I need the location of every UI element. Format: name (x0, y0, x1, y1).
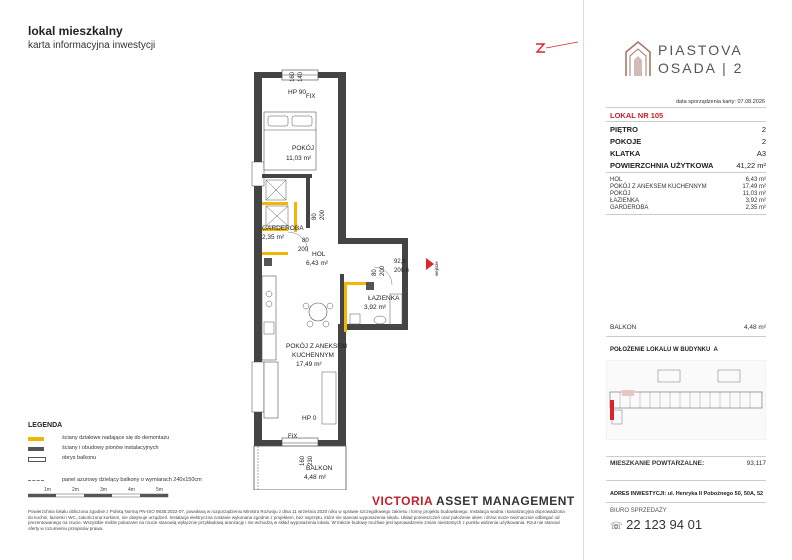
divider (606, 456, 766, 457)
scale-bar (28, 486, 188, 500)
dim-label: 200 (380, 265, 386, 276)
dim-label: 160 (300, 455, 306, 466)
room-label-aneks2: KUCHENNYM (292, 352, 334, 359)
room-label-pokoj: POKÓJ (292, 145, 315, 152)
legend-title: LEGENDA (28, 422, 63, 429)
info-row-area: POWIERZCHNIA UŻYTKOWA 41,22 m² (610, 161, 766, 170)
disclaimer-text: Powierzchnia lokalu obliczona zgodnie z Polską Normą PN-ISO 9836:2022-07, powołaną w rozporządzeniu Ministra Rozwoju z dnia 11 września 2020 roku w sprawie szczegółowego zakresu i formy projektu budowlanego. Instalacja wodna i kanalizacyjna doprowadzona do kuchni, łazienki i WC, zakończona korkiem, nie obejmuje urządzeń. Instalacja elektryczna zostanie wykonana zgodnie z projektem, bez osprzętu, które nie stanowi wyposażenia lokalu. Układ pomieszczeń oraz położenie okien i drzwi może nieznacznie odbiegać od prezentowanego na rzucie. Wszystkie meble pokazane na rzucie stanowią wyłącznie przykładową aranżację i nie wchodzą w skład wyposażenia lokalu. W trakcie budowy możliwe jest wprowadzenie zmian nieistotnych z punktu widzenia użytkowania. Rzut nie stanowi oferty w rozumieniu przepisów prawa. (28, 509, 565, 531)
room-row: HOL 6,43 m² (610, 177, 766, 183)
room-area-pokoj: 11,03 m² (286, 155, 312, 162)
room-label-hp90: HP 90 (288, 89, 306, 96)
scale-label: 1m (44, 487, 51, 493)
room-label-aneks1: POKÓJ Z ANEKSEM (286, 343, 348, 350)
price-row: MIESZKANIE POWTARZALNE: 93,117 (610, 460, 766, 467)
room-row: ŁAZIENKA 3,92 m² (610, 198, 766, 204)
info-row-rooms: POKOJE 2 (610, 137, 766, 146)
address-text: ADRES INWESTYCJI: ul. Henryka II Pobożnego 50, 50A, 52 (610, 491, 764, 497)
phone-icon: ☏ (610, 521, 623, 532)
dim-label: 200 (320, 209, 326, 220)
divider (606, 107, 766, 108)
dim-label: 80 (372, 269, 378, 276)
room-area-hol: 6,43 m² (306, 260, 329, 267)
divider (606, 214, 766, 215)
room-row: POKÓJ Z ANEKSEM KUCHENNYM 17,49 m² (610, 184, 766, 190)
dim-label: 80 (302, 238, 309, 244)
sales-office-label: BIURO SPRZEDAŻY (610, 508, 667, 514)
scale-label: 5m (156, 487, 163, 493)
divider (606, 502, 766, 503)
legend-panel-note: panel azurowy dzielący balkony o wymiarach 240x150cm (62, 477, 202, 483)
brand-logo: VICTORIA ASSET MANAGEMENT (372, 494, 575, 508)
dim-label: 160 (290, 71, 296, 82)
dim-label: 92,8 (394, 259, 406, 265)
phone-number[interactable]: 22 123 94 01 (626, 517, 703, 532)
legend-swatch-outline (28, 457, 46, 462)
room-label-balkon: BALKON (306, 465, 333, 472)
dim-label: 200,6 (394, 268, 410, 274)
room-area-garderoba: 2,35 m² (262, 234, 285, 241)
legend-panel-line (28, 480, 44, 481)
room-row: POKÓJ 11,03 m² (610, 191, 766, 197)
room-label-garderoba: GARDEROBA (262, 225, 304, 232)
logo-mark-icon (624, 38, 652, 78)
room-area-balkon: 4,48 m² (304, 474, 327, 481)
dim-label: FIX (306, 94, 316, 100)
room-area-lazienka: 3,92 m² (364, 304, 387, 311)
room-label-hol: HOL (312, 251, 326, 258)
legend-label: ściany działowe nadające się do demontażu (62, 435, 170, 441)
divider (606, 480, 766, 481)
legend-label: ściany i obudowy pionów instalacyjnych (62, 445, 159, 451)
logo-line1: PIASTOVA (658, 42, 743, 58)
balcony-row: BALKON 4,48 m² (610, 324, 766, 331)
dim-label: 140 (298, 71, 304, 82)
vertical-divider (583, 0, 584, 560)
scale-label: 2m (72, 487, 79, 493)
divider (606, 121, 766, 122)
building-location-map (606, 360, 766, 440)
north-arrow-icon (532, 38, 582, 58)
room-label-hp0: HP 0 (302, 415, 317, 422)
dim-label: 80 (312, 213, 318, 220)
unit-title: LOKAL NR 105 (610, 111, 664, 120)
scale-label: 3m (100, 487, 107, 493)
dim-label: 230 (308, 455, 314, 466)
info-row-staircase: KLATKA A3 (610, 149, 766, 158)
room-row: GARDEROBA 2,35 m² (610, 205, 766, 211)
card-date: data sporządzenia karty: 07.08.2026 (676, 99, 765, 105)
room-label-lazienka: ŁAZIENKA (368, 295, 400, 302)
room-area-aneks: 17,49 m² (296, 361, 322, 368)
entrance-label: wejście (434, 261, 439, 276)
page-title: lokal mieszkalny (28, 24, 123, 38)
dim-label: FIX (288, 434, 298, 440)
floor-plan (240, 62, 440, 490)
sales-phone[interactable] (610, 517, 702, 532)
info-row-floor: PIĘTRO 2 (610, 125, 766, 134)
logo-line2: OSADA | 2 (658, 60, 744, 76)
legend-swatch-dark (28, 447, 44, 451)
legend-swatch-yellow (28, 437, 44, 441)
page-subtitle: karta informacyjna inwestycji (28, 40, 156, 51)
dim-label: 200 (298, 247, 309, 253)
legend-label: obrys balkonu (62, 455, 97, 461)
scale-label: 4m (128, 487, 135, 493)
divider (606, 336, 766, 337)
location-label: POŁOŻENIE LOKALU W BUDYNKU A (610, 347, 718, 353)
divider (606, 172, 766, 173)
